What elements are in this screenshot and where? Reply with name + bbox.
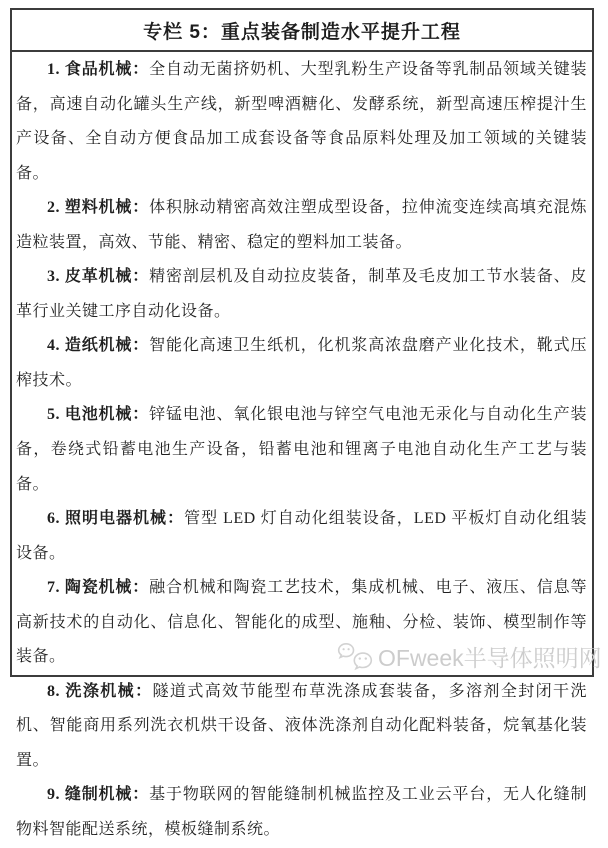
item-text: 全自动无菌挤奶机、大型乳粉生产设备等乳制品领域关键装备，高速自动化罐头生产线，新型啤酒糖化、发酵系统，新型高速压榨提汁生产设备、全自动方便食品加工成套设备等食品原料处理及加工领域的关键装备。 [16,61,587,182]
item-label: 7. 陶瓷机械： [47,579,150,597]
item-text: 管型 LED 灯自动化组装设备，LED 平板灯自动化组装设备。 [16,510,587,562]
item-label: 8. 洗涤机械： [47,682,153,700]
item-label: 2. 塑料机械： [47,199,150,217]
list-item [16,571,587,675]
watermark-text: OFweek半导体照明网 [378,645,602,671]
list-item [16,53,587,191]
list-item [16,778,587,847]
item-text: 锌锰电池、氧化银电池与锌空气电池无汞化与自动化生产装备，卷绕式铅蓄电池生产设备，铅蓄电池和锂离子电池自动化生产工艺与装备。 [16,406,587,493]
item-label: 5. 电池机械： [47,406,150,424]
list-item [16,191,587,260]
item-label: 4. 造纸机械： [47,337,150,355]
column-box [10,8,594,839]
item-label: 3. 皮革机械： [47,268,150,286]
item-text: 基于物联网的智能缝制机械监控及工业云平台，无人化缝制物料智能配送系统，模板缝制系统。 [16,786,587,839]
column-body [12,52,592,848]
list-item [16,675,587,779]
item-label: 1. 食品机械： [47,61,150,78]
page-title: 专栏 5：重点装备制造水平提升工程 [12,10,592,52]
list-item [16,260,587,329]
item-text: 体积脉动精密高效注塑成型设备，拉伸流变连续高填充混炼造粒装置，高效、节能、精密、稳定的塑料加工装备。 [16,199,587,251]
item-text: 智能化高速卫生纸机，化机浆高浓盘磨产业化技术，靴式压榨技术。 [16,337,587,389]
list-item [16,398,587,502]
item-text: 精密剖层机及自动拉皮装备，制革及毛皮加工节水装备、皮革行业关键工序自动化设备。 [16,268,587,320]
item-text: 隧道式高效节能型布草洗涤成套装备，多溶剂全封闭干洗机、智能商用系列洗衣机烘干设备、液体洗涤剂自动化配料装备，烷氧基化装置。 [16,682,587,769]
item-text: 融合机械和陶瓷工艺技术，集成机械、电子、液压、信息等高新技术的自动化、信息化、智能化的成型、施釉、分检、装饰、模型制作等装备。 [16,579,587,666]
item-label: 9. 缝制机械： [47,786,150,804]
list-item [16,502,587,571]
list-item [16,329,587,398]
item-label: 6. 照明电器机械： [47,510,185,528]
